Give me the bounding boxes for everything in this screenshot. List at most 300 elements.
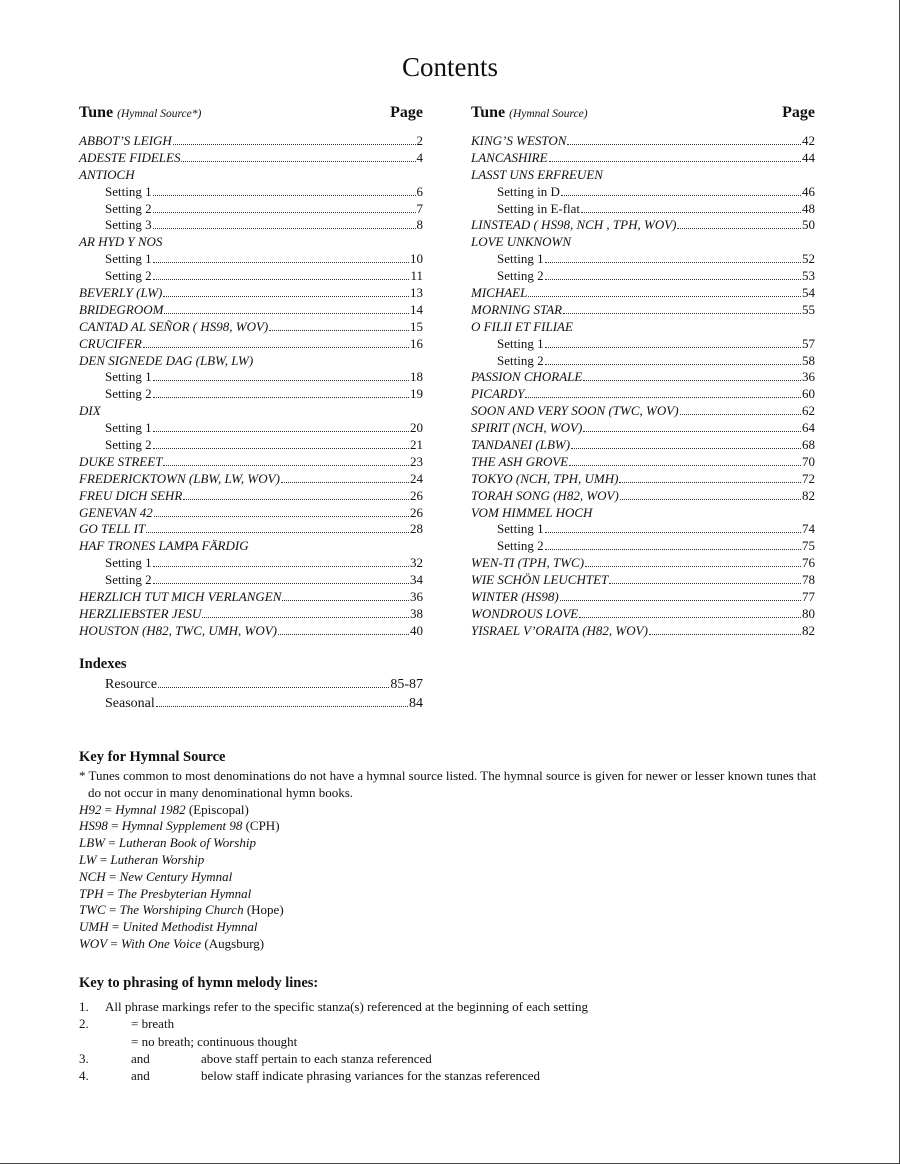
entry-page: 21 — [410, 437, 423, 453]
page-heading: Page — [782, 104, 815, 121]
index-page: 85-87 — [390, 677, 423, 692]
dot-leader — [164, 313, 409, 314]
dot-leader — [269, 330, 409, 331]
entry-label: Setting 2 — [105, 437, 152, 453]
entry-page: 40 — [410, 622, 423, 638]
entry-page: 26 — [410, 487, 423, 503]
entry-page: 14 — [410, 301, 423, 317]
dot-leader — [153, 228, 416, 229]
entry-label: LOVE UNKNOWN — [471, 234, 572, 250]
toc-entry — [471, 167, 815, 184]
entry-label: HOUSTON (H82, TWC, UMH, WOV) — [79, 622, 278, 638]
hymnal-publisher: (Episcopal) — [188, 801, 249, 817]
toc-entry — [79, 521, 423, 538]
dot-leader — [153, 448, 409, 449]
dot-leader — [153, 262, 409, 263]
dot-leader — [153, 566, 409, 567]
entry-list — [471, 133, 815, 640]
toc-subentry — [79, 420, 423, 437]
hymnal-title: Hymnal Sypplement 98 — [121, 818, 243, 834]
toc-entry — [79, 319, 423, 336]
entry-label: HAF TRONES LAMPA FÄRDIG — [79, 538, 249, 554]
entry-label: Setting 1 — [497, 521, 544, 537]
phrasing-list — [79, 998, 819, 1084]
toc-subentry — [79, 201, 423, 218]
phrasing-num: 1. — [79, 999, 89, 1014]
entry-page: 11 — [410, 268, 423, 284]
entry-label: HERZLICH TUT MICH VERLANGEN — [79, 589, 282, 605]
entry-label: Setting 2 — [497, 538, 544, 554]
page-title: Contents — [401, 52, 498, 82]
dot-leader — [545, 279, 801, 280]
abbreviation-entry: LW = Lutheran Worship — [79, 851, 205, 867]
toc-entry — [79, 488, 423, 505]
entry-page: 6 — [416, 183, 423, 199]
entry-page: 80 — [802, 605, 815, 621]
toc-entry — [79, 150, 423, 167]
entry-label: Setting 1 — [105, 369, 152, 385]
dot-leader — [156, 706, 408, 707]
entry-label: Setting 2 — [105, 572, 152, 588]
entry-page: 82 — [802, 487, 815, 503]
entry-label: WINTER (HS98) — [471, 589, 559, 605]
source-heading: (Hymnal Source) — [509, 108, 588, 120]
entry-page: 62 — [802, 403, 815, 419]
abbreviation-code: TWC — [79, 902, 106, 918]
entry-label: TOKYO (NCH, TPH, UMH) — [471, 470, 619, 486]
entry-label: Setting 3 — [105, 217, 152, 233]
dot-leader — [528, 296, 801, 297]
dot-leader — [153, 195, 416, 196]
entry-page: 68 — [802, 437, 815, 453]
entry-page: 55 — [802, 301, 815, 317]
dot-leader — [545, 364, 801, 365]
dot-leader — [680, 414, 801, 415]
toc-subentry — [471, 184, 815, 201]
entry-page: 50 — [802, 217, 815, 233]
entry-label: Setting 2 — [497, 268, 544, 284]
entry-label: MORNING STAR — [471, 301, 563, 317]
entry-label: WEN-TI (TPH, TWC) — [471, 555, 585, 571]
toc-entry — [79, 133, 423, 150]
entry-page: 23 — [410, 453, 423, 469]
toc-subentry — [79, 437, 423, 454]
phrasing-b: = no breath; continuous thought — [131, 1033, 298, 1049]
entry-label: AR HYD Y NOS — [79, 234, 163, 250]
key-source-note: * Tunes common to most denominations do not have a hymnal source listed. The hymnal source is given for newer or lesser known tunes that do not occur in many denominational hymn books. — [79, 768, 817, 800]
hymnal-title: Lutheran Worship — [110, 851, 205, 867]
toc-entry — [79, 167, 423, 184]
hymnal-title: United Methodist Hymnal — [122, 919, 258, 935]
dot-leader — [163, 296, 409, 297]
hymnal-title: The Worshiping Church — [119, 902, 244, 918]
entry-label: YISRAEL V’ORAITA (H82, WOV) — [471, 622, 648, 638]
index-label: Resource — [105, 677, 158, 692]
abbreviation-entry: HS98 = Hymnal Sypplement 98 (CPH) — [79, 818, 280, 834]
entry-page: 24 — [410, 470, 423, 486]
phrasing-row — [79, 1067, 819, 1084]
abbreviation-code: H92 — [79, 801, 102, 817]
entry-label: FREDERICKTOWN (LBW, LW, WOV) — [79, 470, 280, 486]
hymnal-publisher: (Hope) — [246, 902, 284, 918]
phrasing-num: 4. — [79, 1068, 89, 1084]
dot-leader — [583, 431, 801, 432]
index-list — [79, 676, 423, 713]
entry-page: 46 — [802, 183, 815, 199]
entry-page: 44 — [802, 149, 815, 165]
toc-entry — [471, 420, 815, 437]
entry-label: WONDROUS LOVE — [471, 605, 579, 621]
index-entry — [79, 695, 423, 714]
dot-leader — [569, 465, 801, 466]
entry-page: 58 — [802, 352, 815, 368]
entry-label: HERZLIEBSTER JESU — [79, 605, 202, 621]
source-heading: (Hymnal Source*) — [117, 108, 202, 120]
dot-leader — [525, 397, 801, 398]
hymnal-publisher: (CPH) — [245, 818, 280, 834]
toc-entry — [79, 589, 423, 606]
entry-page: 20 — [410, 420, 423, 436]
index-page: 84 — [409, 695, 423, 711]
entry-page: 54 — [802, 285, 815, 301]
dot-leader — [545, 532, 801, 533]
contents-column-right — [471, 104, 815, 640]
dot-leader — [571, 448, 801, 449]
toc-subentry — [79, 217, 423, 234]
entry-page: 70 — [802, 453, 815, 469]
toc-subentry — [79, 386, 423, 403]
toc-entry — [79, 285, 423, 302]
dot-leader — [677, 228, 801, 229]
toc-subentry — [79, 268, 423, 285]
key-hymnal-source — [79, 749, 819, 953]
toc-entry — [79, 336, 423, 353]
toc-subentry — [471, 538, 815, 555]
toc-subentry — [79, 369, 423, 386]
toc-entry — [79, 403, 423, 420]
phrasing-num: 2. — [79, 1016, 89, 1032]
entry-label: CANTAD AL SEÑOR ( HS98, WOV) — [79, 318, 269, 334]
phrasing-b: = breath — [131, 1016, 175, 1032]
dot-leader — [583, 380, 801, 381]
toc-entry — [79, 234, 423, 251]
phrasing-num: 3. — [79, 1050, 89, 1066]
hymnal-publisher: (Augsburg) — [204, 935, 265, 951]
entry-label: WIE SCHÖN LEUCHTET — [471, 572, 609, 588]
entry-page: 2 — [416, 133, 423, 148]
entry-page: 82 — [802, 622, 815, 638]
abbreviation-code: WOV — [79, 935, 108, 951]
entry-page: 7 — [416, 200, 423, 216]
dot-leader — [581, 212, 801, 213]
toc-entry — [79, 471, 423, 488]
toc-entry — [471, 386, 815, 403]
page-heading: Page — [390, 104, 423, 121]
entry-page: 60 — [802, 386, 815, 402]
entry-page: 38 — [410, 605, 423, 621]
abbreviation-code: HS98 — [79, 818, 108, 834]
dot-leader — [163, 465, 409, 466]
entry-label: O FILII ET FILIAE — [471, 318, 573, 334]
dot-leader — [146, 532, 409, 533]
column-header — [471, 104, 815, 130]
dot-leader — [620, 499, 801, 500]
hymnal-title: With One Voice — [121, 935, 202, 951]
dot-leader — [153, 431, 409, 432]
dot-leader — [619, 482, 801, 483]
dot-leader — [153, 279, 410, 280]
entry-page: 28 — [410, 521, 423, 537]
phrasing-b: and — [131, 1068, 150, 1084]
toc-entry — [471, 454, 815, 471]
toc-subentry — [471, 268, 815, 285]
toc-entry — [471, 234, 815, 251]
entry-page: 72 — [802, 470, 815, 486]
key-source-heading: Key for Hymnal Source — [79, 749, 226, 765]
entry-label: Setting 1 — [105, 420, 152, 436]
dot-leader — [560, 600, 801, 601]
entry-page: 19 — [410, 386, 423, 402]
toc-entry — [79, 606, 423, 623]
dot-leader — [609, 583, 801, 584]
toc-subentry — [79, 184, 423, 201]
phrasing-row — [79, 1033, 819, 1050]
entry-label: BRIDEGROOM — [79, 301, 164, 317]
entry-label: THE ASH GROVE — [471, 453, 569, 469]
toc-entry — [79, 505, 423, 522]
contents-column-left — [79, 104, 423, 640]
dot-leader — [143, 347, 409, 348]
entry-label: CRUCIFER — [79, 335, 142, 351]
dot-leader — [278, 634, 409, 635]
entry-label: VOM HIMMEL HOCH — [471, 504, 593, 520]
entry-label: ANTIOCH — [79, 166, 135, 182]
toc-subentry — [471, 251, 815, 268]
toc-entry — [79, 623, 423, 640]
entry-label: Setting 2 — [105, 386, 152, 402]
entry-label: LINSTEAD ( HS98, NCH , TPH, WOV) — [471, 217, 677, 233]
entry-label: TANDANEI (LBW) — [471, 437, 571, 453]
hymnal-title: New Century Hymnal — [119, 868, 233, 884]
toc-entry — [471, 572, 815, 589]
entry-label: LASST UNS ERFREUEN — [471, 166, 603, 182]
abbreviation-entry: TWC = The Worshiping Church (Hope) — [79, 902, 284, 918]
entry-page: 52 — [802, 251, 815, 267]
entry-label: DUKE STREET — [79, 453, 163, 469]
dot-leader — [585, 566, 801, 567]
entry-label: Setting 1 — [105, 183, 152, 199]
entry-page: 36 — [802, 369, 815, 385]
dot-leader — [153, 397, 409, 398]
toc-entry — [471, 285, 815, 302]
dot-leader — [202, 617, 409, 618]
abbreviation-entry: TPH = The Presbyterian Hymnal — [79, 885, 252, 901]
dot-leader — [153, 380, 409, 381]
entry-page: 26 — [410, 504, 423, 520]
entry-label: Setting in D — [497, 183, 560, 199]
entry-label: Setting 1 — [497, 335, 544, 351]
entry-label: Setting 1 — [497, 251, 544, 267]
indexes-heading: Indexes — [79, 656, 127, 672]
entry-list — [79, 133, 423, 640]
phrasing-row — [79, 1015, 819, 1032]
toc-subentry — [471, 353, 815, 370]
index-entry — [79, 676, 423, 695]
key-phrasing — [79, 975, 819, 1084]
entry-page: 77 — [802, 589, 815, 605]
phrasing-c: above staff pertain to each stanza referenced — [201, 1050, 432, 1066]
dot-leader — [563, 313, 801, 314]
entry-page: 15 — [410, 318, 423, 334]
entry-label: ABBOT’S LEIGH — [79, 133, 172, 148]
toc-subentry — [471, 336, 815, 353]
dot-leader — [281, 482, 409, 483]
tune-heading: Tune — [471, 104, 506, 121]
entry-page: 76 — [802, 555, 815, 571]
entry-label: Setting 2 — [105, 268, 152, 284]
toc-entry — [471, 319, 815, 336]
entry-page: 74 — [802, 521, 815, 537]
dot-leader — [579, 617, 801, 618]
entry-page: 32 — [410, 555, 423, 571]
entry-label: DIX — [79, 403, 101, 419]
abbreviation-entry: WOV = With One Voice (Augsburg) — [79, 935, 265, 951]
dot-leader — [154, 516, 409, 517]
entry-label: Setting 1 — [105, 251, 152, 267]
entry-label: BEVERLY (LW) — [79, 285, 163, 301]
hymnal-title: The Presbyterian Hymnal — [117, 885, 252, 901]
entry-label: PICARDY — [471, 386, 525, 402]
entry-page: 18 — [410, 369, 423, 385]
dot-leader — [549, 161, 801, 162]
entry-label: Setting 1 — [105, 555, 152, 571]
entry-label: SPIRIT (NCH, WOV) — [471, 420, 583, 436]
hymnal-title: Hymnal 1982 — [115, 801, 186, 817]
entry-label: TORAH SONG (H82, WOV) — [471, 487, 619, 503]
entry-label: KING’S WESTON — [471, 133, 567, 148]
entry-page: 53 — [802, 268, 815, 284]
dot-leader — [183, 499, 409, 500]
abbreviation-entry: NCH = New Century Hymnal — [79, 868, 233, 884]
index-label: Seasonal — [105, 695, 155, 711]
entry-page: 57 — [802, 335, 815, 351]
entry-label: SOON AND VERY SOON (TWC, WOV) — [471, 403, 679, 419]
dot-leader — [567, 144, 801, 145]
dot-leader — [545, 347, 801, 348]
phrasing-b: and — [131, 1050, 150, 1066]
entry-label: DEN SIGNEDE DAG (LBW, LW) — [79, 352, 254, 368]
toc-subentry — [471, 521, 815, 538]
entry-page: 36 — [410, 589, 423, 605]
dot-leader — [181, 161, 415, 162]
dot-leader — [282, 600, 409, 601]
entry-label: PASSION CHORALE — [471, 369, 583, 385]
key-phrasing-heading: Key to phrasing of hymn melody lines: — [79, 975, 319, 991]
entry-label: GENEVAN 42 — [79, 504, 153, 520]
toc-entry — [471, 505, 815, 522]
abbreviation-code: UMH — [79, 919, 109, 935]
entry-page: 42 — [802, 133, 815, 148]
hymnal-title: Lutheran Book of Worship — [118, 835, 256, 851]
toc-entry — [79, 302, 423, 319]
toc-entry — [471, 606, 815, 623]
dot-leader — [545, 262, 801, 263]
dot-leader — [649, 634, 801, 635]
phrasing-a: All phrase markings refer to the specific stanza(s) referenced at the beginning of each setting — [105, 999, 588, 1014]
column-header — [79, 104, 423, 130]
toc-entry — [471, 488, 815, 505]
toc-entry — [471, 623, 815, 640]
entry-label: MICHAEL — [471, 285, 528, 301]
abbreviation-entry: UMH = United Methodist Hymnal — [79, 919, 258, 935]
entry-label: FREU DICH SEHR — [79, 487, 183, 503]
abbreviation-code: LW — [79, 851, 97, 867]
toc-entry — [471, 217, 815, 234]
entry-label: LANCASHIRE — [471, 149, 548, 165]
toc-entry — [471, 302, 815, 319]
indexes-section — [79, 656, 423, 713]
entry-label: Setting in E-flat — [497, 200, 581, 216]
toc-subentry — [471, 201, 815, 218]
abbreviation-list — [79, 802, 819, 953]
dot-leader — [153, 583, 409, 584]
toc-entry — [471, 555, 815, 572]
toc-subentry — [79, 572, 423, 589]
abbreviation-code: LBW — [79, 835, 105, 851]
entry-page: 8 — [416, 217, 423, 233]
toc-entry — [471, 403, 815, 420]
entry-page: 16 — [410, 335, 423, 351]
entry-label: Setting 2 — [497, 352, 544, 368]
phrasing-row — [79, 1050, 819, 1067]
entry-page: 75 — [802, 538, 815, 554]
dot-leader — [153, 212, 416, 213]
toc-entry — [471, 369, 815, 386]
dot-leader — [561, 195, 801, 196]
dot-leader — [173, 144, 416, 145]
abbreviation-entry: LBW = Lutheran Book of Worship — [79, 835, 256, 851]
abbreviation-code: TPH — [79, 885, 104, 901]
toc-entry — [79, 454, 423, 471]
entry-page: 10 — [410, 251, 423, 267]
abbreviation-code: NCH — [79, 868, 106, 884]
entry-label: GO TELL IT — [79, 521, 146, 537]
toc-entry — [471, 133, 815, 150]
dot-leader — [545, 549, 801, 550]
toc-entry — [471, 437, 815, 454]
toc-entry — [471, 150, 815, 167]
tune-heading: Tune — [79, 104, 114, 121]
toc-subentry — [79, 251, 423, 268]
toc-entry — [79, 353, 423, 370]
entry-page: 78 — [802, 572, 815, 588]
entry-page: 34 — [410, 572, 423, 588]
entry-label: ADESTE FIDELES — [79, 149, 181, 165]
dot-leader — [158, 687, 389, 688]
toc-entry — [79, 538, 423, 555]
entry-page: 4 — [416, 149, 423, 165]
entry-label: Setting 2 — [105, 200, 152, 216]
toc-subentry — [79, 555, 423, 572]
entry-page: 13 — [410, 285, 423, 301]
toc-entry — [471, 471, 815, 488]
entry-page: 48 — [802, 200, 815, 216]
phrasing-c: below staff indicate phrasing variances for the stanzas referenced — [201, 1068, 541, 1084]
toc-entry — [471, 589, 815, 606]
phrasing-row — [79, 998, 819, 1015]
abbreviation-entry: H92 = Hymnal 1982 (Episcopal) — [79, 801, 249, 817]
entry-page: 64 — [802, 420, 815, 436]
